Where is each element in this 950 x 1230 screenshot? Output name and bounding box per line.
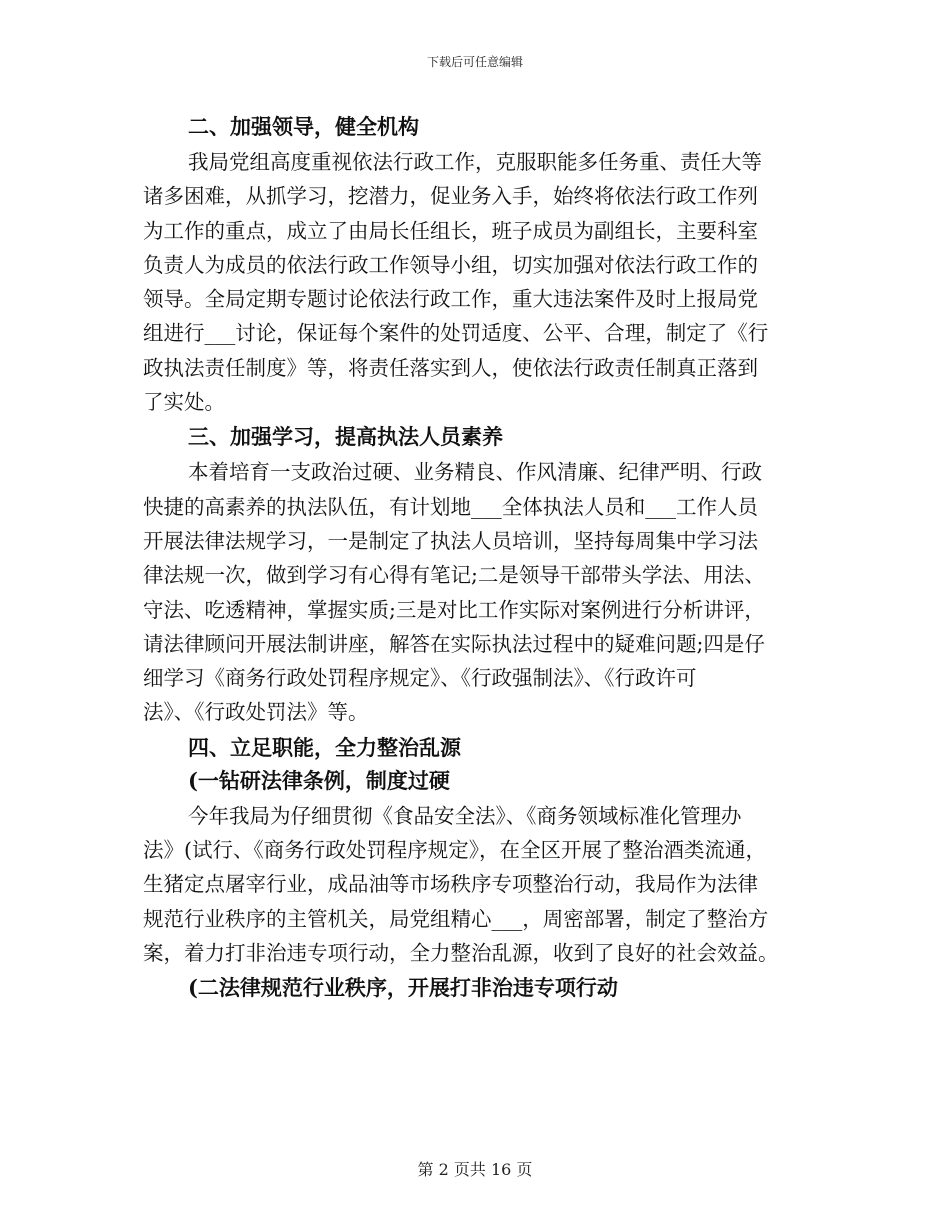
paragraph-line: 请法律顾问开展法制讲座，解答在实际执法过程中的疑难问题;四是仔 — [143, 631, 765, 656]
section-heading: 二、加强领导，健全机构 — [188, 114, 419, 139]
section-heading: (一钻研法律条例，制度过硬 — [188, 767, 450, 793]
paragraph-line: 负责人为成员的依法行政工作领导小组，切实加强对依法行政工作的 — [143, 252, 758, 277]
section-heading: 四、立足职能，全力整治乱源 — [188, 734, 461, 760]
paragraph-line: 我局党组高度重视依法行政工作，克服职能多任务重、责任大等 — [188, 150, 762, 174]
paragraph-line: 法》、《行政处罚法》等。 — [143, 700, 369, 725]
paragraph-line: 诸多困难，从抓学习，挖潜力，促业务入手，始终将依法行政工作列 — [143, 184, 758, 209]
paragraph — [143, 145, 823, 419]
paragraph-line: 案，着力打非治违专项行动，全力整治乱源，收到了良好的社会效益。 — [143, 940, 779, 965]
paragraph — [143, 799, 823, 970]
paragraph-line: 领导。全局定期专题讨论依法行政工作，重大违法案件及时上报局党 — [143, 287, 758, 312]
section-heading: (二法律规范行业秩序，开展打非治违专项行动 — [188, 975, 618, 1001]
paragraph-line: 为工作的重点，成立了由局长任组长，班子成员为副组长，主要科室 — [143, 218, 758, 243]
section-heading: 三、加强学习，提高执法人员素养 — [188, 424, 503, 450]
paragraph-line: 了实处。 — [143, 390, 225, 415]
paragraph-line: 开展法律法规学习，一是制定了执法人员培训，坚持每周集中学习法 — [143, 528, 758, 553]
paragraph-line: 法》(试行、《商务行政处罚程序规定》，在全区开展了整治酒类流通， — [143, 838, 766, 863]
paragraph-line: 守法、吃透精神，掌握实质;三是对比工作实际对案例进行分析讲评， — [143, 597, 765, 622]
paragraph — [143, 455, 823, 729]
paragraph-line: 本着培育一支政治过硬、业务精良、作风清廉、纪律严明、行政 — [188, 460, 762, 485]
paragraph-line: 规范行业秩序的主管机关，局党组精心___，周密部署，制定了整治方 — [143, 906, 769, 931]
page-header-note: 下载后可任意编辑 — [426, 55, 523, 69]
paragraph-line: 组进行___讨论，保证每个案件的处罚适度、公平、合理，制定了《行 — [143, 321, 769, 346]
paragraph-line: 政执法责任制度》等，将责任落实到人，使依法行政责任制真正落到 — [143, 355, 758, 380]
page-footer-number: 第 2 页共 16 页 — [417, 1160, 533, 1179]
paragraph-line: 律法规一次，做到学习有心得有笔记;二是领导干部带头学法、用法、 — [143, 563, 765, 588]
paragraph-line: 今年我局为仔细贯彻《食品安全法》、《商务领域标准化管理办 — [188, 803, 742, 828]
paragraph-line: 细学习《商务行政处罚程序规定》、《行政强制法》、《行政许可 — [143, 666, 697, 691]
paragraph-line: 生猪定点屠宰行业，成品油等市场秩序专项整治行动，我局作为法律 — [143, 872, 758, 897]
paragraph-line: 快捷的高素养的执法队伍，有计划地___全体执法人员和___工作人员 — [143, 494, 758, 519]
document-body — [143, 112, 823, 1006]
